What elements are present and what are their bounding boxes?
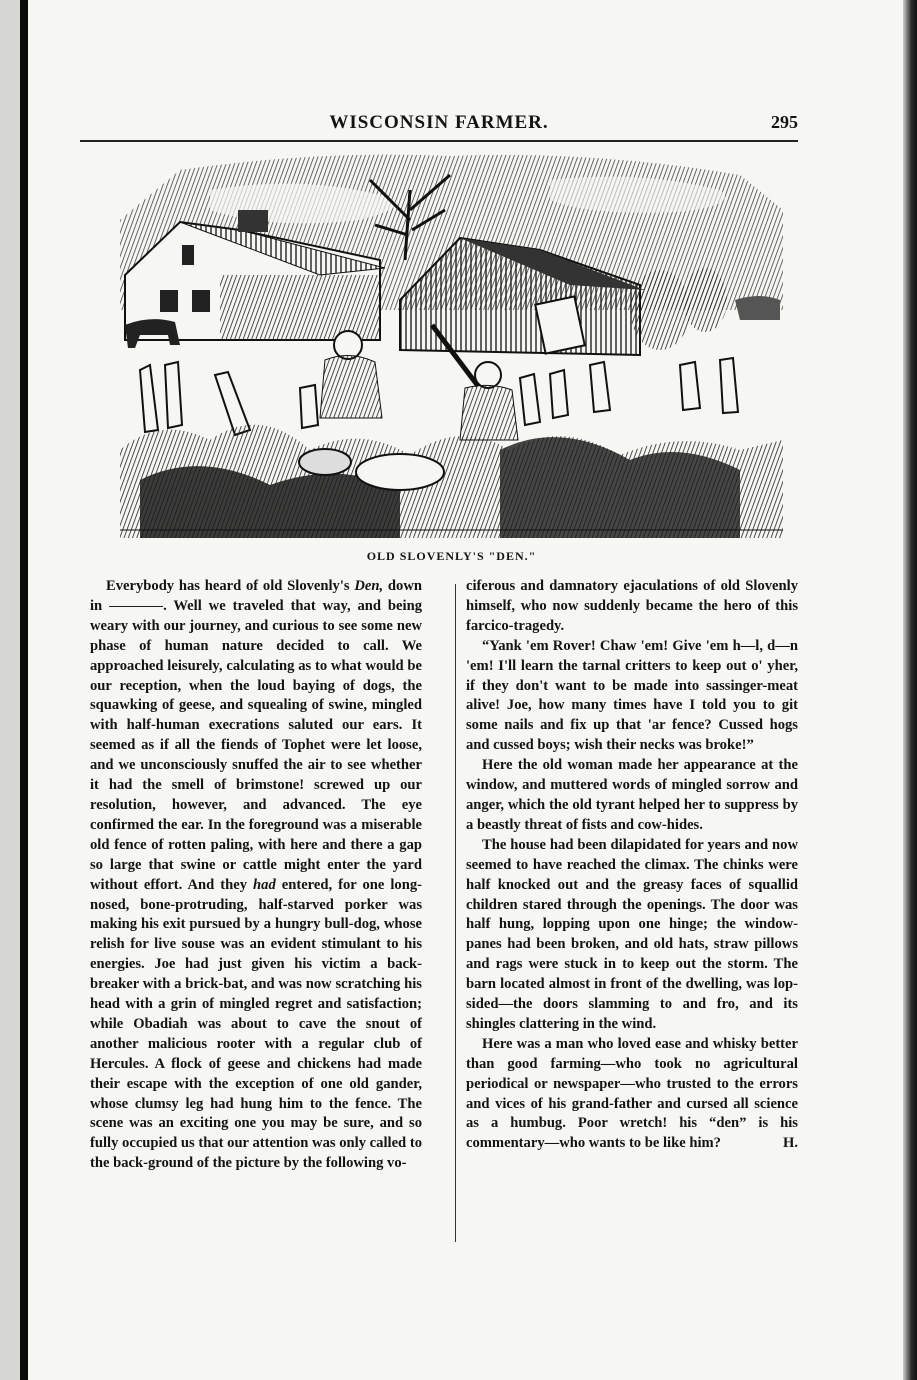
text-run: Here was a man who loved ease and whisky better than good farming—who took no agricultural periodical or newspaper—who trusted to the errors and vices of his grand-father and cursed all science as a humbug. Poor wretch! his “den” is his commentary—who wants to be like him?	[466, 1035, 798, 1152]
text-run: down in	[90, 578, 422, 614]
article-right-column	[466, 577, 798, 1154]
broken-fence	[140, 358, 738, 435]
pig-and-dog	[356, 454, 444, 490]
paragraph-4: Here the old woman made her appearance at the window, and muttered words of mingled sorrow and anger, which the old tyrant helped her to suppress by a beastly threat of fists and cow-hides.	[466, 757, 798, 833]
paragraph-5: The house had been dilapidated for years and now seemed to have reached the climax. The chinks were half knocked out and the greasy faces of squallid children stared through the openings. The door was half hung, lopping upon one hinge; the window-panes had been broken, and old hats, straw pillows and rags were stuck in to keep out the storm. The barn located almost in front of the dwelling, was lop-sided—the doors slamming to and fro, and its shingles clattering in the wind.	[466, 836, 798, 1032]
text-run: entered, for one long-nosed, bone-protruding, half-starved porker was making his exit pursued by a hungry bull-dog, whose relish for live souse was an evident stimulant to his energies. Joe had just given his victim a back-breaker with a brick-bat, and was now scratching his head with a grin of mingled regret and satisfaction; while Obadiah was about to cave the snout of another malicious rooter with a regular club of Hercules. A flock of geese and chickens had made their escape with the exception of one old gander, whose clumsy leg had hung him to the fence. The scene was an exciting one you may be sure, and so fully occupied us that our attention was only called to the back-ground of the picture by the following vo-	[90, 876, 422, 1172]
page-header	[80, 112, 798, 140]
header-rule	[80, 140, 798, 142]
italic-den: Den,	[354, 578, 384, 594]
page-number: 295	[771, 112, 798, 132]
illustration-caption: OLD SLOVENLY'S "DEN."	[366, 549, 537, 563]
article-left-column	[90, 577, 422, 1174]
running-title: WISCONSIN FARMER.	[329, 112, 549, 133]
italic-had: had	[253, 876, 276, 893]
text-run: . Well we traveled that way, and being weary with our journey, and curious to see some new phase of human nature decided to call. We approached leisurely, calculating as to what would be our reception, when the loud baying of dogs, the squawking of geese, and squealing of swine, mingled with half-human execrations saluted our ears. It seemed as if all the fiends of Tophet were let loose, and we unconsciously snuffed the air to see whether it had the smell of brimstone! screwed up our resolution, however, and advanced. The eye confirmed the ear. In the foreground was a miserable old fence of rotten paling, with here and there a gap so large that swine or cattle might enter the yard without effort. And they	[90, 597, 422, 893]
scan-binding-edge	[20, 0, 28, 1380]
blank-place-name	[109, 606, 163, 607]
cow	[125, 319, 180, 348]
paragraph-2: ciferous and damnatory ejaculations of old Slovenly himself, who now suddenly became the hero of this farcico-tragedy.	[466, 578, 798, 634]
paragraph-3: “Yank 'em Rover! Chaw 'em! Give 'em h—l, d—n 'em! I'll learn the tarnal critters to keep out o' yher, if they don't want to be made into sassinger-meat alive! Joe, how many times have I told you to git some nails and fix up that 'ar fence? Cussed hogs and cussed boys; wish their necks was broke!”	[466, 637, 798, 754]
signature: H.	[783, 1135, 798, 1152]
paragraph-6	[466, 1035, 798, 1154]
text-run: Everybody has heard of old Slovenly's	[106, 578, 355, 594]
paragraph-1	[90, 577, 422, 1174]
scan-margin-right	[903, 0, 917, 1380]
engraving-illustration	[120, 150, 783, 538]
column-rule	[455, 584, 456, 1242]
scan-margin-left	[0, 0, 20, 1380]
